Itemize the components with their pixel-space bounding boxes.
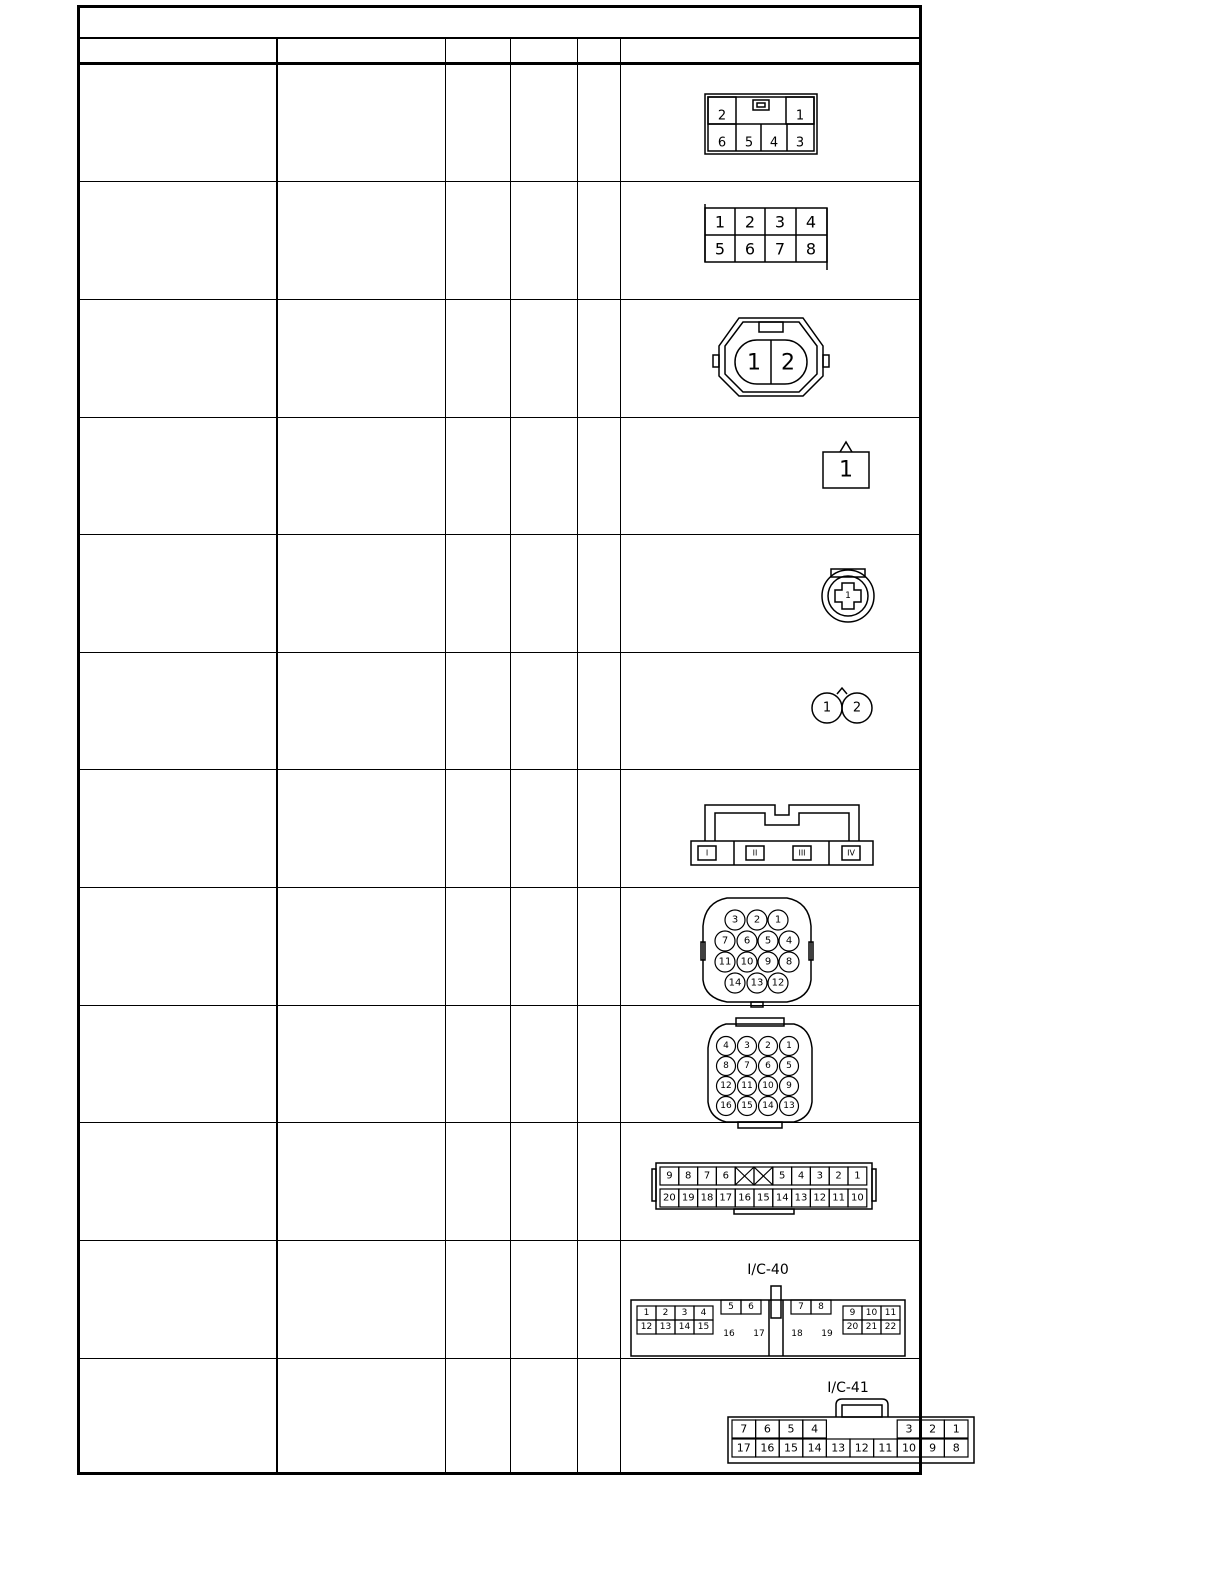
connector-diagram-ic40 (631, 1286, 905, 1356)
pin-label: 2 (753, 914, 761, 926)
pin-label: 15 (784, 1441, 798, 1455)
connector-diagram-2pin-round (812, 688, 872, 723)
pin-label: 13 (783, 1101, 795, 1111)
pin-label: 5 (728, 1302, 734, 1312)
pin-label: 5 (786, 1061, 792, 1071)
pin-label: 18 (791, 1329, 803, 1339)
pin-label: 7 (744, 1061, 750, 1071)
pin-label: 6 (744, 239, 756, 259)
pin-label: 10 (851, 1192, 864, 1204)
pin-label: 21 (865, 1322, 878, 1332)
pin-label: 14 (762, 1101, 774, 1111)
pin-label: 4 (700, 1308, 707, 1318)
pin-label: 9 (849, 1308, 856, 1318)
pin-label: 17 (736, 1441, 751, 1455)
pin-label: 1 (845, 591, 851, 601)
pin-label: 17 (753, 1329, 765, 1339)
pin-label: 4 (797, 1170, 805, 1182)
pin-label: 5 (714, 239, 726, 259)
connector-label-ic40: I/C-40 (747, 1262, 789, 1278)
pin-label: 9 (786, 1081, 792, 1091)
pin-label: 18 (700, 1192, 714, 1204)
pin-label: 13 (750, 977, 764, 989)
pin-label: 17 (719, 1192, 733, 1204)
pin-label: 16 (720, 1101, 732, 1111)
pin-label: I (705, 848, 709, 858)
pin-label: 8 (685, 1170, 692, 1182)
pin-label: 2 (744, 212, 756, 232)
pin-label: 10 (902, 1441, 916, 1455)
pin-label: 2 (781, 350, 795, 376)
pin-label: 1 (747, 350, 761, 376)
pin-label: 11 (884, 1308, 897, 1318)
pin-label: 12 (720, 1081, 732, 1091)
pin-label: 2 (835, 1170, 842, 1182)
pin-label: 12 (854, 1441, 869, 1455)
pin-label: 4 (785, 935, 793, 947)
pin-label: 9 (929, 1441, 937, 1455)
pin-layer (637, 109, 968, 1458)
pin-label: 14 (807, 1441, 822, 1455)
pin-label: 8 (723, 1061, 729, 1071)
pin-label: 14 (775, 1192, 789, 1204)
pin-label: 15 (697, 1322, 710, 1332)
pin-label: 9 (666, 1170, 673, 1182)
pin-label: 1 (643, 1308, 650, 1318)
pin-label: 19 (821, 1329, 833, 1339)
pin-label: 2 (662, 1308, 669, 1318)
pin-label: 1 (714, 212, 726, 232)
pin-label: 1 (774, 914, 782, 926)
pin-label: 4 (723, 1041, 729, 1051)
col-divider (577, 39, 578, 1472)
pin-label: 7 (774, 239, 786, 259)
pin-label: 10 (865, 1308, 878, 1318)
pin-label: 6 (743, 935, 751, 947)
pin-label: 7 (703, 1170, 711, 1182)
pin-label: 8 (805, 239, 817, 259)
pin-label: 2 (717, 108, 727, 124)
pin-label: 11 (832, 1192, 845, 1204)
pin-label: 1 (822, 700, 832, 716)
pin-label: 14 (678, 1322, 691, 1332)
pin-label: 8 (785, 956, 793, 968)
pin-label: 7 (740, 1422, 748, 1436)
pin-label: 3 (731, 914, 739, 926)
pin-label: III (798, 848, 806, 858)
pin-label: 2 (929, 1422, 937, 1436)
pin-label: 13 (831, 1441, 846, 1455)
pin-label: 22 (884, 1322, 897, 1332)
pin-label: 13 (659, 1322, 672, 1332)
pin-label: 14 (728, 977, 742, 989)
pin-label: 7 (721, 935, 729, 947)
pin-label: 12 (640, 1322, 653, 1332)
pin-label: 3 (795, 135, 805, 151)
col-divider (276, 39, 278, 1472)
pin-label: 12 (813, 1192, 827, 1204)
pin-label: II (752, 848, 758, 858)
pin-label: 1 (786, 1041, 792, 1051)
pin-label: 1 (952, 1422, 960, 1436)
pin-label: 3 (816, 1170, 823, 1182)
pin-label: 16 (723, 1329, 735, 1339)
col-divider (510, 39, 511, 1472)
pin-label: 2 (852, 700, 862, 716)
pin-label: 20 (846, 1322, 859, 1332)
pin-label: 10 (740, 956, 754, 968)
pin-label: 20 (663, 1192, 676, 1204)
pin-label: 3 (744, 1041, 750, 1051)
pin-label: 2 (765, 1041, 771, 1051)
connector-drawings (621, 8, 960, 1472)
connector-label-ic41: I/C-41 (827, 1380, 869, 1396)
pin-label: 3 (905, 1422, 913, 1436)
pin-label: 5 (744, 135, 754, 151)
pin-label: 5 (764, 935, 772, 947)
pin-label: 19 (681, 1192, 695, 1204)
pin-label: 11 (878, 1441, 893, 1455)
pin-label: 11 (718, 956, 732, 968)
pin-label: 6 (765, 1061, 771, 1071)
connector-diagram-4pin-inline (691, 805, 873, 865)
pin-label: 4 (811, 1422, 819, 1436)
pin-label: 16 (738, 1192, 751, 1204)
pin-label: 10 (762, 1081, 774, 1091)
pin-label: 6 (722, 1170, 729, 1182)
pin-label: 5 (779, 1170, 786, 1182)
pin-label: 15 (741, 1101, 753, 1111)
pin-label: 4 (805, 212, 817, 232)
pin-label: 12 (771, 977, 785, 989)
pin-label: 6 (748, 1302, 754, 1312)
col-divider (445, 39, 446, 1472)
pin-label: 4 (769, 135, 779, 151)
pin-label: 3 (681, 1308, 688, 1318)
pin-label: 1 (839, 457, 853, 483)
pin-label: 8 (952, 1441, 960, 1455)
pin-label: 6 (763, 1422, 771, 1436)
pin-label: 5 (787, 1422, 795, 1436)
pin-label: 8 (818, 1302, 824, 1312)
connector-table (77, 5, 960, 1475)
pin-label: 9 (764, 956, 772, 968)
pin-label: 1 (854, 1170, 861, 1182)
pin-label: 16 (760, 1441, 775, 1455)
pin-label: 3 (774, 212, 786, 232)
pin-label: 11 (741, 1081, 753, 1091)
pin-label: 7 (798, 1302, 804, 1312)
connector-diagram-2pin-oval (713, 318, 829, 396)
pin-label: 15 (757, 1192, 770, 1204)
pin-label: 6 (717, 135, 727, 151)
pin-label: IV (847, 848, 855, 858)
pin-label: 13 (794, 1192, 808, 1204)
pin-label: 1 (795, 108, 805, 124)
